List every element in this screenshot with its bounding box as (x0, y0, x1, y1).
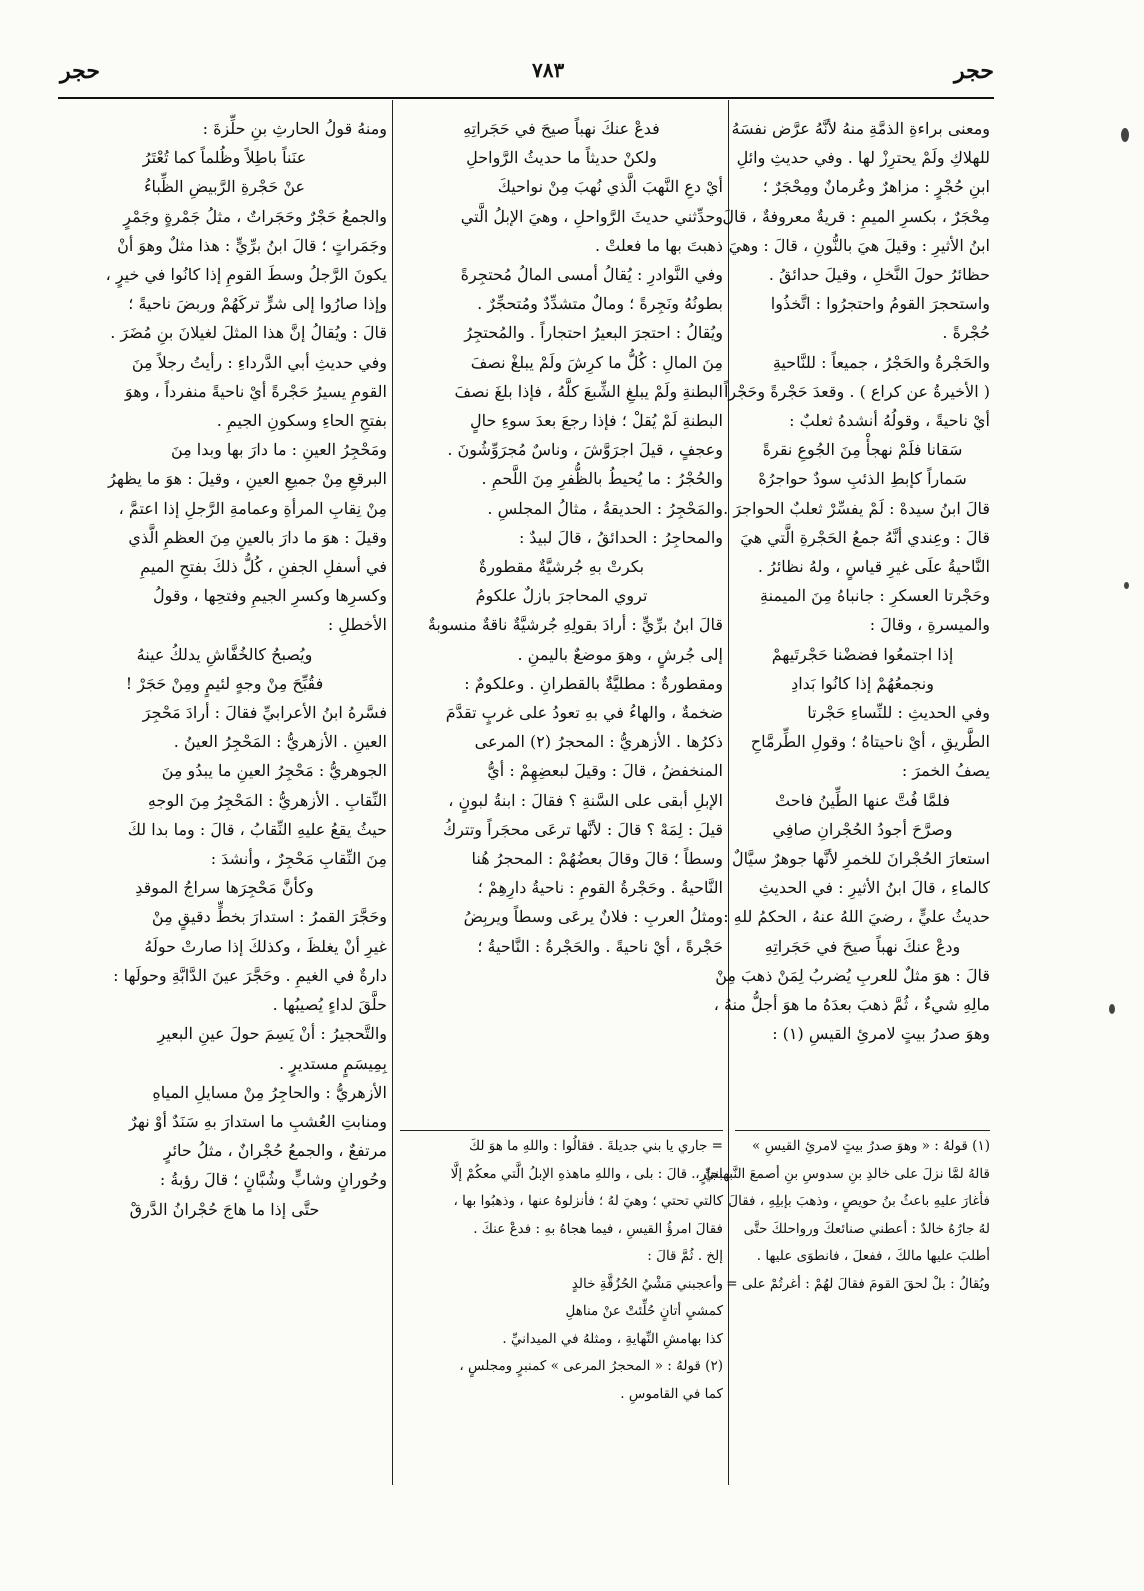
text-line: ذهبتَ بها ما فعلتْ . (594, 235, 723, 255)
text-line: يصفُ الخمرَ : (901, 761, 990, 781)
text-line: والحُجْرُ : ما يُحيطُ بالظُّفرِ مِنَ اللَّحمِ . (481, 469, 723, 489)
column-middle (400, 114, 723, 961)
scan-speck (1121, 128, 1129, 142)
text-line: حيثُ يقعُ عليهِ النِّقابُ ، قالَ : وما بدا لكَ (127, 819, 387, 839)
text-line: ضخمةٌ ، والهاءُ في بهِ تعودُ على غربٍ تقدَّمَ (445, 703, 723, 723)
text-line: قالَ : وعِندي أنَّهُ جمعُ الحَجْرةِ الَّتي هيَ (740, 527, 990, 547)
footnote-line: إلخ . ثُمَّ قالَ : (647, 1248, 723, 1264)
text-line: قالَ ابنُ برِّيٍّ : أرادَ بقولِهِ جُرشيَّةٌ ناقةٌ منسوبةٌ (427, 615, 723, 635)
text-line: ودعْ عنكَ نهباً صيحَ في حَجَراتِهِ (764, 936, 961, 956)
text-line: النَّاحيةُ . وحَجْرةُ القومِ : ناحيةُ دارِهِمْ ؛ (477, 878, 723, 898)
text-line: يكونَ الرَّجلُ وسطَ القومِ إذا كانُوا في خيرٍ ، (105, 265, 387, 285)
footnotes-right (695, 1133, 990, 1298)
text-line: دارةٌ في الغيمِ . وحَجَّرَ عينَ الدَّابَّةِ وحولَها : (113, 965, 387, 985)
footnotes-middle (400, 1133, 723, 1408)
text-line: والمَحْجِرُ : الحديقةُ ، مثالُ المجلسِ . (487, 498, 723, 518)
text-line: حظائرُ حولَ النَّخلِ ، وقيلَ حدائقُ . (768, 265, 990, 285)
text-line: ( الأخيرةُ عن كراع ) . وقعدَ حَجْرةً وحَجْراً (723, 381, 990, 401)
footnote-line: فأغارَ عليهِ باعثُ بنُ حويصٍ ، وذهبَ بإبلِهِ ، فقالَ (728, 1193, 990, 1209)
text-line: ونجمعُهُمْ إذا كانُوا بَدادِ (791, 673, 934, 693)
column-right (713, 114, 990, 1049)
footnote-line: ويُقالُ : بلْ لحقَ القومَ فقالَ لهُمْ : أغرتُمْ على = (726, 1275, 990, 1292)
text-line: فلمَّا فُتَّ عنها الطِّينُ فاحتْ (775, 790, 950, 810)
text-line: ومثلُ العربِ : فلانٌ يرعَى وسطاً ويربِضُ (463, 907, 723, 927)
text-line: ذكرُها . الأزهريُّ : المحجرُ (٢) المرعى (474, 732, 723, 752)
text-line: ومقطورةٌ : مطليَّةٌ بالقطرانِ . وعلكومٌ : (464, 673, 723, 693)
header-keyword-right: حجر (954, 58, 994, 84)
text-line: وحَجْرتا العسكرِ : جانباهُ مِنَ الميمنةِ (759, 586, 990, 606)
text-line: قيلَ : لِمَهْ ؟ قالَ : لأنَّها ترعَى محجَراً وتتركُ (442, 819, 723, 839)
text-line: مالِهِ شيءٌ ، ثُمَّ ذهبَ بعدَهُ ما هوَ أجلُّ منهُ ، (713, 995, 990, 1015)
text-line: عنْ حَجْرةِ الرَّبيضِ الظِّباءُ (143, 177, 306, 197)
text-line: وفي حديثِ أبي الدَّرداءِ : رأيتُ رجلاً مِنَ (131, 352, 387, 372)
text-line: بكرتْ بهِ جُرشيَّةٌ مقطورةٌ (478, 557, 645, 577)
text-line: واستحجرَ القومُ واحتجرُوا : اتَّخذُوا (770, 294, 990, 314)
text-line: الأخطلِ : (327, 615, 387, 635)
text-line: حلَّقَ لداءٍ يُصيبُها . (272, 995, 387, 1015)
text-line: وحدِّثني حديثَ الرَّواحلِ ، وهيَ الإبلُ الَّتي (460, 206, 723, 226)
footnote-line: قالهُ لمَّا نزلَ على خالدِ بنِ سدوسِ بنِ أصمعَ النَّبهانيِّ ، (695, 1165, 990, 1182)
page-number: ٧٨٣ (532, 58, 565, 82)
text-line: وكأنَّ مَحْجِرَها سراجُ الموقدِ (135, 878, 314, 898)
text-line: وسطاً ؛ قالَ وقالَ بعضُهُمْ : المحجرُ هُنا (471, 849, 723, 869)
text-line: وإذا صارُوا إلى شرٍّ تركَهُمْ وربضَ ناحيةً ؛ (128, 294, 387, 314)
text-line: فدعْ عنكَ نهباً صيحَ في حَجَراتِهِ (463, 119, 660, 138)
text-line: وعجفٍ ، قيلَ اجرَوَّشَ ، وناسٌ مُجرَوِّشُونَ . (447, 440, 723, 460)
text-line: والميسرةِ ، وقالَ : (869, 615, 990, 635)
text-line: في أسفلِ الجفنِ ، كُلُّ ذلكَ بفتحِ الميمِ (140, 557, 387, 577)
scan-speck (1109, 1004, 1115, 1014)
text-line: مِنَ النِّقابِ مَحْجِرٌ ، وأنشدَ : (210, 849, 387, 869)
text-line: القومِ يسيرُ حَجْرةً أيْ ناحيةً منفرداً ، وهوَ (124, 381, 387, 401)
text-line: ومعنى براءةِ الذمَّةِ منهُ لأنَّهُ عرَّض نفسَهُ (731, 119, 990, 138)
text-line: ابنِ حُجْرٍ : مزاهرٌ وعُرمانٌ ومِحْجَرٌ ؛ (762, 177, 990, 197)
text-line: قالَ : هوَ مثلٌ للعربِ يُضربُ لِمَنْ ذهبَ مِنْ (715, 965, 990, 985)
text-line: البطنةِ لَمْ يُقلْ ؛ فإذا رجعَ بعدَ سوءِ حالٍ (469, 411, 723, 431)
text-line: للهلاكِ ولَمْ يحترِزْ لها . وفي حديثِ وائلِ (736, 148, 990, 168)
text-line: ابنُ الأثيرِ : وقيلَ هيَ بالنُّونِ ، قالَ : وهيَ (728, 235, 990, 255)
text-line: تروي المحاجرَ بازلٌ علكومُ (475, 586, 648, 606)
text-line: الطَّريقِ ، أيْ ناحيتاهُ ؛ وقولِ الطِّرمَّاحِ (750, 732, 990, 752)
footnote-rule-middle (400, 1130, 723, 1131)
text-line: وحُورانٍ وشابٍّ وشُبَّانٍ ؛ قالَ رؤبةُ : (159, 1170, 387, 1190)
footnote-line: كمشيِ أتانٍ حُلِّئتْ عنْ مناهلِ (565, 1303, 723, 1319)
text-line: عنَناً باطِلاً وظُلماً كما تُعْتَرُ (142, 148, 307, 168)
text-line: ومَحْجِرُ العينِ : ما دارَ بها وبدا مِنَ (170, 440, 387, 460)
text-line: حَجْرةً ، أيْ ناحيةً . والحَجْرةُ : النَّاحيةُ ؛ (477, 936, 723, 956)
footnote-rule-right (735, 1130, 990, 1131)
text-line: ومنابتِ العُشبِ ما استدارَ بهِ سَنَدٌ أوْ نهرٌ (129, 1111, 387, 1131)
text-line: وهوَ صدرُ بيتٍ لامرئِ القيسِ (١) : (772, 1024, 990, 1044)
text-line: مِحْجَرٌ ، بكسرِ الميمِ : قريةٌ معروفةٌ ، قالَ (722, 206, 990, 226)
footnote-line: أطلبَ عليها مالكَ ، ففعلَ ، فانطوَى عليها . (756, 1248, 990, 1264)
text-line: وجَمَراتٍ ؛ قالَ ابنُ برِّيٍّ : هذا مثلٌ وهوَ أنْ (117, 235, 387, 255)
text-line: ويُقالُ : احتجرَ البعيرُ احتجاراً . والمُحتجِرُ (464, 323, 723, 343)
text-line: وصرَّحَ أجودُ الحُجْرانِ صافِي (772, 819, 953, 839)
footnote-line: وأعجبني مَشْيُ الحُزُقَّةِ خالدٍ (571, 1275, 723, 1292)
header-keyword-left: حجر (60, 58, 100, 84)
text-line: مِنَ المالِ : كُلُّ ما كرِشَ ولَمْ يبلغْ نصفَ (470, 352, 723, 372)
text-line: الجوهريُّ : مَحْجِرُ العينِ ما يبدُو مِنَ (161, 761, 387, 781)
footnote-line: = جاري يا بني جديلةَ . فقالُوا : واللهِ ما هوَ لكَ (468, 1138, 723, 1154)
text-line: وقيلَ : هوَ ما دارَ بالعينِ مِنَ العظمِ الَّذي (128, 527, 387, 547)
column-left (62, 114, 387, 1224)
text-line: والتَّحجيرُ : أنْ يَسِمَ حولَ عينِ البعيرِ (157, 1024, 387, 1044)
text-line: قالَ : ويُقالُ إنَّ هذا المثلَ لغيلانَ بنِ مُضَرَ . (110, 323, 387, 343)
text-line: سَقانا فلَمْ نهجأْ مِنَ الجُوعِ نقرةً (762, 440, 963, 460)
text-line: إذا اجتمعُوا فضضْنا حَجْرتَيهمْ (771, 644, 954, 664)
footnote-line: لهُ جارُهُ خالدٌ : أعطني صنائعكَ ورواحلكَ حتَّى (743, 1220, 990, 1237)
text-line: قالَ ابنُ سيدهْ : لَمْ يفسِّرْ ثعلبٌ الحواجرَ . (723, 498, 990, 518)
text-line: إلى جُرشٍ ، وهوَ موضعٌ باليمنِ . (517, 644, 723, 664)
column-divider-left (392, 100, 393, 1485)
text-line: مِنْ نِقابِ المرأةِ وعمامةِ الرَّجلِ إذا اعتمَّ ، (118, 498, 387, 518)
text-line: البرقعِ مِنْ جميعِ العينِ ، وقيلَ : هوَ ما يظهرُ (108, 469, 387, 489)
text-line: حديثُ عليٍّ ، رضيَ اللهُ عنهُ ، الحكمُ للهِ : (723, 907, 990, 927)
text-line: أيْ دعِ النَّهبَ الَّذي نُهبَ مِنْ نواحيكَ (497, 177, 723, 197)
scan-speck (1124, 582, 1129, 589)
footnote-line: بجارٍ . قالَ : بلى ، واللهِ ماهذهِ الإبلُ الَّتي معكُمْ إلَّا (450, 1165, 723, 1182)
text-line: الإبلِ أبقى على السَّنةِ ؟ فقالَ : ابنةُ لبونٍ ، (448, 790, 723, 810)
text-line: البطنةِ ولَمْ يبلغِ الشِّبعَ كلَّهُ ، فإذا بلغَ نصفَ (454, 381, 723, 401)
text-line: سَماراً كإبطِ الذئبِ سودٌ حواجرُهْ (758, 469, 967, 489)
text-line: النِّقابِ . الأزهريُّ : المَحْجِرُ مِنَ الوجهِ (147, 790, 387, 810)
footnote-line: كالتي تحتي ؛ وهيَ لهُ ؛ فأنزلوهُ عنها ، وذهبُوا بها ، (453, 1193, 723, 1209)
text-line: والجمعُ حَجْرٌ وحَجَراتٌ ، مثلُ جَمْرةٍ وجَمْرٍ (123, 206, 387, 226)
text-line: ولكنْ حديثاً ما حديثُ الرَّواحلِ (466, 148, 657, 168)
text-line: ويُصبحُ كالخُفَّاشِ يدلكُ عينهُ (136, 644, 313, 664)
footnote-line: (١) قولهُ : « وهوَ صدرُ بيتٍ لامرئِ القيسِ » (752, 1138, 990, 1154)
text-line: استعارَ الحُجْرانَ للخمرِ لأنَّها جوهرٌ سيَّالٌ (732, 849, 990, 869)
text-line: وفي الحديثِ : للنِّساءِ حَجْرتا (807, 703, 990, 723)
text-line: وحَجَّرَ القمرُ : استدارَ بخطٍّ دقيقٍ مِنْ (151, 907, 387, 927)
text-line: بفتحِ الحاءِ وسكونِ الجيمِ . (216, 411, 387, 431)
header-rule (58, 97, 994, 99)
text-line: وكسرِها وكسرِ الجيمِ وفتحِها ، وقولُ (153, 586, 387, 606)
text-line: الأزهريُّ : والحاجِرُ مِنْ مسايلِ المياهِ (152, 1082, 387, 1102)
text-line: النَّاحيةُ علَى غيرِ قياسٍ ، ولهُ نظائرُ . (757, 557, 990, 577)
text-line: فقُبِّحَ مِنْ وجهٍ لئيمٍ ومِنْ حَجَرْ ! (125, 673, 324, 693)
text-line: غيرِ أنْ يغلظَ ، وكذلكَ إذا صارتْ حولَهُ (144, 936, 387, 956)
text-line: حُجْرةً . (942, 323, 990, 343)
text-line: بِمِيسَمٍ مستديرٍ . (278, 1053, 387, 1073)
text-line: ومنهُ قولُ الحارثِ بنِ حلِّزةَ : (202, 119, 387, 138)
footnote-line: كما في القاموسِ . (620, 1385, 723, 1402)
text-line: المنخفضُ ، قالَ : وقيلَ لبعضِهِمْ : أيُّ (487, 761, 723, 781)
footnote-line: كذا بهامشِ النِّهايةِ ، ومثلهُ في الميدانيِّ . (502, 1330, 723, 1347)
text-line: حتَّى إذا ما هاجَ حُجْرانُ الدَّرقْ (129, 1199, 320, 1219)
text-line: وفي النَّوادرِ : يُقالُ أمسى المالُ مُحتجِرةً (460, 265, 723, 285)
footnote-line: (٢) قولهُ : « المحجرُ المرعى » كمنبرٍ ومجلسٍ ، (459, 1358, 723, 1374)
text-line: والحَجْرةُ والحَجْرُ ، جميعاً : للنَّاحيةِ (772, 352, 990, 372)
text-line: كالماءِ ، قالَ ابنُ الأثيرِ : في الحديثِ (758, 878, 990, 898)
text-line: أيْ ناحيةً ، وقولُهُ أنشدهُ ثعلبٌ : (789, 411, 990, 431)
text-line: بطونُهُ ونَجِرةً ؛ ومالٌ متشدِّدٌ ومُتحجِّرٌ . (477, 294, 723, 314)
text-line: والمحاجِرُ : الحدائقُ ، قالَ لبيدٌ : (518, 527, 723, 547)
footnote-line: فقالَ امرؤُ القيسِ ، فيما هجاهُ بهِ : فدعْ عنكَ . (473, 1220, 723, 1237)
text-line: فسَّرهُ ابنُ الأعرابيِّ فقالَ : أرادَ مَحْجِرَ (142, 703, 387, 723)
text-line: مرتفعٌ ، والجمعُ حُجْرانٌ ، مثلُ حائرٍ (163, 1141, 387, 1161)
text-line: العينِ . الأزهريُّ : المَحْجِرُ العينُ . (173, 732, 387, 752)
